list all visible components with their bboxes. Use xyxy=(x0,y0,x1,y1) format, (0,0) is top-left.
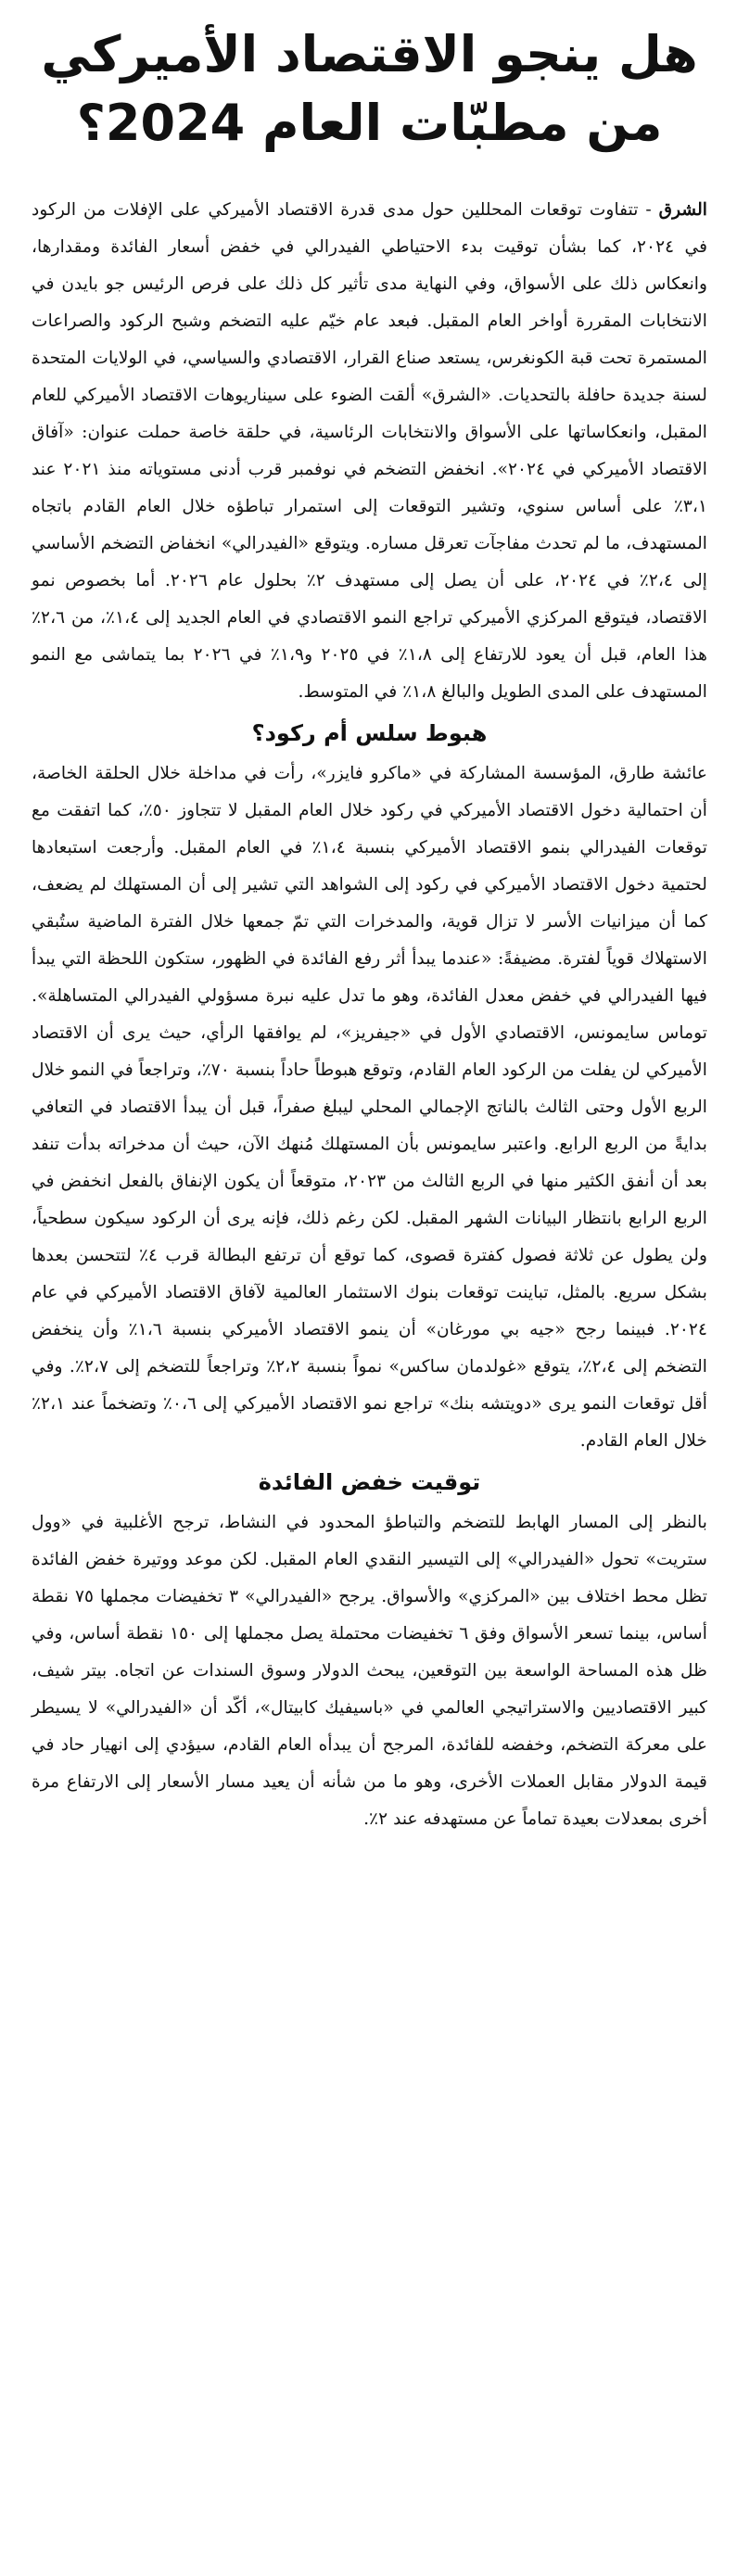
article-paragraph-1 xyxy=(32,191,707,711)
article-headline xyxy=(32,20,707,158)
headline-line-1: هل ينجو الاقتصاد الأميركي xyxy=(41,25,698,83)
article-paragraph-3: بالنظر إلى المسار الهابط للتضخم والتباطؤ المحدود في النشاط، ترجح الأغلبية في «وول ستريت» تحول «الفيدرالي» إلى التيسير النقدي العام المقبل. لكن موعد ووتيرة خفض الفائدة تظل محط اختلاف بين «المركزي» والأسواق. يرجح «الفيدرالي» ٣ تخفيضات مجملها ٧٥ نقطة أساس، بينما تسعر الأسواق وفق ٦ تخفيضات محتملة يصل مجملها إلى ١٥٠ نقطة أساس، وفي ظل هذه المساحة الواسعة بين التوقعين، يبحث الدولار وسوق السندات عن اتجاه. بيتر شيف، كبير الاقتصاديين والاستراتيجي العالمي في «باسيفيك كابيتال»، أكّد أن «الفيدرالي» لا يسيطر على معركة التضخم، وخفضه للفائدة، المرجح أن يبدأه العام القادم، سيؤدي إلى انهيار حاد في قيمة الدولار مقابل العملات الأخرى، وهو ما من شأنه أن يعيد مسار الأسعار إلى الارتفاع مرة أخرى بمعدلات بعيدة تماماً عن مستهدفه عند ٢٪. xyxy=(32,1513,707,1829)
paragraph-1-text: - تتفاوت توقعات المحللين حول مدى قدرة الاقتصاد الأميركي على الإفلات من الركود في ٢٠٢٤، كما بشأن توقيت بدء الاحتياطي الفيدرالي في خفض أسعار الفائدة ومقدارها، وانعكاس ذلك على الأسواق، وفي النهاية مدى تأثير كل ذلك على فرص الرئيس جو بايدن في الانتخابات المقررة أواخر العام المقبل. فبعد عام خيّم عليه التضخم وشبح الركود والصراعات المستمرة تحت قبة الكونغرس، يستعد صناع القرار، الاقتصادي والسياسي، في الولايات المتحدة لسنة جديدة حافلة بالتحديات. «الشرق» ألقت الضوء على سيناريوهات الاقتصاد الأميركي للعام المقبل، وانعكاساتها على الأسواق والانتخابات الرئاسية، في حلقة خاصة حملت عنوان: «آفاق الاقتصاد الأميركي في ٢٠٢٤». انخفض التضخم في نوفمبر قرب أدنى مستوياته منذ ٢٠٢١ عند ٣،١٪ على أساس سنوي، وتشير التوقعات إلى استمرار تباطؤه خلال العام القادم باتجاه المستهدف، ما لم تحدث مفاجآت تعرقل مساره. ويتوقع «الفيدرالي» انخفاض التضخم الأساسي إلى ٢،٤٪ في ٢٠٢٤، على أن يصل إلى مستهدف ٢٪ بحلول عام ٢٠٢٦. أما بخصوص نمو الاقتصاد، فيتوقع المركزي الأميركي تراجع النمو الاقتصادي في العام الجديد إلى ١،٤٪، من ٢،٦٪ هذا العام، قبل أن يعود للارتفاع إلى ١،٨٪ في ٢٠٢٥ و١،٩٪ في ٢٠٢٦ بما يتماشى مع النمو المستهدف على المدى الطويل والبالغ ١،٨٪ في المتوسط. xyxy=(32,200,708,702)
subhead-rate-cut-timing: توقيت خفض الفائدة xyxy=(258,1469,481,1495)
subhead-2-wrapper xyxy=(32,1460,707,1504)
article-paragraph-2: عائشة طارق، المؤسسة المشاركة في «ماكرو فايزر»، رأت في مداخلة خلال الحلقة الخاصة، أن احتمالية دخول الاقتصاد الأميركي في ركود خلال العام المقبل لا تتجاوز ٥٠٪، كما اتفقت مع توقعات الفيدرالي بنمو الاقتصاد الأميركي بنسبة ١،٤٪ في العام المقبل. وأرجعت استبعادها لحتمية دخول الاقتصاد الأميركي في ركود إلى الشواهد التي تشير إلى أن المستهلك لم يضعف، كما أن ميزانيات الأسر لا تزال قوية، والمدخرات التي تمّ جمعها خلال الفترة الماضية ستُبقي الاستهلاك قوياً لفترة. مضيفةً: «عندما يبدأ أثر رفع الفائدة في الظهور، ستكون اللحظة التي يبدأ فيها الفيدرالي في خفض معدل الفائدة، وهو ما تدل عليه نبرة مسؤولي الفيدرالي المتساهلة». توماس سايمونس، الاقتصادي الأول في «جيفريز»، لم يوافقها الرأي، حيث يرى أن الاقتصاد الأميركي لن يفلت من الركود العام القادم، وتوقع هبوطاً حاداً بنسبة ٧٠٪، وتراجعاً في النمو خلال الربع الأول وحتى الثالث بالناتج الإجمالي المحلي ليبلغ صفراً، قبل أن يبدأ الاقتصاد في التعافي بدايةً من الربع الرابع. واعتبر سايمونس بأن المستهلك مُنهك الآن، حيث أن مدخراته بدأت تنفد بعد أن أنفق الكثير منها في الربع الثالث من ٢٠٢٣، متوقعاً أن يكون الإنفاق بالفعل انخفض في الربع الرابع بانتظار البيانات الشهر المقبل. لكن رغم ذلك، فإنه يرى أن الركود سيكون سطحياً، ولن يطول عن ثلاثة فصول كفترة قصوى، كما توقع أن ترتفع البطالة قرب ٤٪ لتتحسن بعدها بشكل سريع. بالمثل، تباينت توقعات بنوك الاستثمار العالمية لآفاق الاقتصاد الأميركي في عام ٢٠٢٤. فبينما رجح «جيه بي مورغان» أن ينمو الاقتصاد الأميركي بنسبة ١،٦٪ وأن ينخفض التضخم إلى ٢،٤٪، يتوقع «غولدمان ساكس» نمواً بنسبة ٢،٢٪ وتراجعاً للتضخم إلى ٢،٧٪. وفي أقل توقعات النمو يرى «دويتشه بنك» تراجع نمو الاقتصاد الأميركي إلى ٠،٦٪ وتضخماً عند ٢،١٪ خلال العام القادم. xyxy=(32,764,708,1451)
dateline: الشرق xyxy=(658,199,707,220)
subhead-soft-landing: هبوط سلس أم ركود؟ xyxy=(251,720,488,746)
subhead-1-wrapper xyxy=(32,711,707,755)
headline-line-2: من مطبّات العام 2024؟ xyxy=(76,94,663,152)
